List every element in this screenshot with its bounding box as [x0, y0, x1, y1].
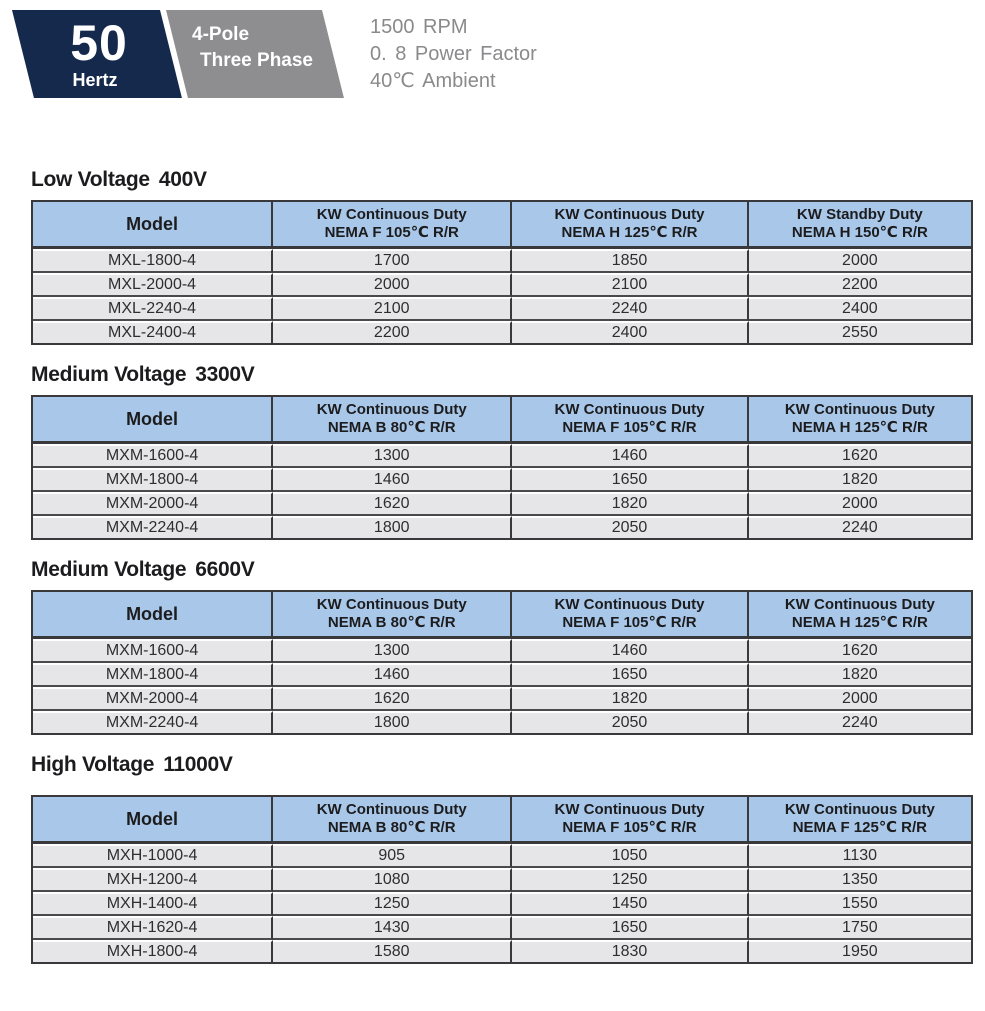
header-line-1: KW Continuous Duty	[316, 401, 467, 418]
section-title-label: High Voltage	[31, 753, 155, 776]
model-cell: MXL-1800-4	[33, 249, 273, 273]
duty-column-header	[512, 397, 748, 444]
header-line-1: KW Continuous Duty	[554, 801, 705, 818]
kw-value-cell: 2240	[512, 297, 748, 321]
table-row	[33, 868, 971, 892]
model-column-header	[33, 397, 273, 444]
kw-value-cell: 1950	[749, 940, 971, 962]
duty-column-header	[273, 202, 512, 249]
voltage-section	[31, 753, 973, 964]
duty-column-header	[273, 592, 512, 639]
spec-table	[31, 395, 973, 540]
duty-column-header	[749, 592, 971, 639]
header-line-2: NEMA B 80℃ R/R	[327, 419, 456, 436]
header-line-1: Model	[126, 809, 179, 829]
kw-value-cell: 1650	[512, 663, 748, 687]
frequency-badge	[12, 10, 322, 98]
header-line-2: NEMA H 150℃ R/R	[791, 224, 928, 241]
model-cell: MXH-1620-4	[33, 916, 273, 940]
header-line-1: KW Continuous Duty	[554, 596, 705, 613]
table-row	[33, 297, 971, 321]
kw-value-cell: 1830	[512, 940, 748, 962]
kw-value-cell: 1250	[512, 868, 748, 892]
kw-value-cell: 1620	[749, 639, 971, 663]
header-line-1: KW Continuous Duty	[316, 596, 467, 613]
duty-column-header	[749, 397, 971, 444]
header-row	[33, 592, 971, 639]
section-title-label: Low Voltage	[31, 168, 150, 191]
kw-value-cell: 1700	[273, 249, 512, 273]
header-line-1: KW Continuous Duty	[554, 401, 705, 418]
kw-value-cell: 1460	[273, 468, 512, 492]
hertz-chip	[12, 10, 182, 98]
table-row	[33, 321, 971, 343]
hertz-label: Hertz	[72, 70, 118, 90]
kw-value-cell: 1620	[273, 492, 512, 516]
kw-value-cell: 1580	[273, 940, 512, 962]
kw-value-cell: 1450	[512, 892, 748, 916]
kw-value-cell: 1820	[512, 492, 748, 516]
duty-column-header	[749, 797, 971, 844]
model-cell: MXH-1400-4	[33, 892, 273, 916]
kw-value-cell: 1750	[749, 916, 971, 940]
kw-value-cell: 2240	[749, 711, 971, 733]
spec-table	[31, 795, 973, 964]
duty-column-header	[273, 797, 512, 844]
header-line-2: NEMA F 105℃ R/R	[562, 819, 697, 836]
model-cell: MXM-2000-4	[33, 687, 273, 711]
kw-value-cell: 1650	[512, 916, 748, 940]
table-row	[33, 444, 971, 468]
kw-value-cell: 1460	[512, 444, 748, 468]
kw-value-cell: 1820	[512, 687, 748, 711]
kw-value-cell: 2550	[749, 321, 971, 343]
duty-column-header	[512, 202, 748, 249]
header-line-2: NEMA F 125℃ R/R	[792, 819, 927, 836]
section-title	[31, 168, 973, 192]
section-title-voltage: 3300V	[195, 363, 255, 386]
model-cell: MXH-1800-4	[33, 940, 273, 962]
model-cell: MXM-1600-4	[33, 444, 273, 468]
duty-column-header	[512, 797, 748, 844]
kw-value-cell: 2050	[512, 711, 748, 733]
model-cell: MXH-1200-4	[33, 868, 273, 892]
kw-value-cell: 2400	[749, 297, 971, 321]
kw-value-cell: 2100	[273, 297, 512, 321]
header-line-1: KW Continuous Duty	[784, 801, 935, 818]
header-line-1: KW Continuous Duty	[784, 401, 935, 418]
model-cell: MXM-1600-4	[33, 639, 273, 663]
pole-phase-chip	[166, 10, 344, 98]
rating-conditions	[370, 10, 537, 95]
kw-value-cell: 2400	[512, 321, 748, 343]
section-title-voltage: 6600V	[195, 558, 255, 581]
header-line-2: NEMA F 105℃ R/R	[562, 614, 697, 631]
table-row	[33, 249, 971, 273]
model-column-header	[33, 797, 273, 844]
table-row	[33, 516, 971, 538]
page-header	[0, 0, 985, 98]
spec-line-ambient: 40℃ Ambient	[370, 70, 496, 92]
header-line-1: KW Continuous Duty	[784, 596, 935, 613]
header-row	[33, 797, 971, 844]
header-line-1: KW Continuous Duty	[554, 206, 705, 223]
table-row	[33, 687, 971, 711]
header-line-2: NEMA H 125℃ R/R	[791, 614, 928, 631]
table-row	[33, 273, 971, 297]
header-line-2: NEMA B 80℃ R/R	[327, 819, 456, 836]
table-row	[33, 468, 971, 492]
kw-value-cell: 1650	[512, 468, 748, 492]
model-column-header	[33, 202, 273, 249]
header-line-1: KW Continuous Duty	[316, 801, 467, 818]
model-column-header	[33, 592, 273, 639]
model-cell: MXM-1800-4	[33, 468, 273, 492]
table-row	[33, 940, 971, 962]
section-title-voltage: 400V	[158, 168, 207, 191]
model-cell: MXL-2400-4	[33, 321, 273, 343]
model-cell: MXH-1000-4	[33, 844, 273, 868]
kw-value-cell: 1130	[749, 844, 971, 868]
hertz-value: 50	[70, 15, 128, 71]
header-line-1: KW Standby Duty	[796, 206, 923, 223]
header-line-2: NEMA H 125℃ R/R	[561, 224, 698, 241]
section-title-voltage: 11000V	[163, 753, 233, 776]
section-title	[31, 753, 973, 777]
kw-value-cell: 2200	[273, 321, 512, 343]
spec-table	[31, 200, 973, 345]
spec-line-power-factor: 0. 8 Power Factor	[370, 43, 537, 65]
kw-value-cell: 2000	[749, 249, 971, 273]
model-cell: MXL-2000-4	[33, 273, 273, 297]
model-cell: MXL-2240-4	[33, 297, 273, 321]
kw-value-cell: 1620	[749, 444, 971, 468]
kw-value-cell: 2050	[512, 516, 748, 538]
kw-value-cell: 1080	[273, 868, 512, 892]
voltage-section	[31, 168, 973, 345]
header-line-1: Model	[126, 409, 179, 429]
phase-label: Three Phase	[200, 50, 313, 71]
table-row	[33, 663, 971, 687]
model-cell: MXM-2240-4	[33, 516, 273, 538]
model-cell: MXM-1800-4	[33, 663, 273, 687]
kw-value-cell: 1050	[512, 844, 748, 868]
table-row	[33, 639, 971, 663]
kw-value-cell: 1800	[273, 711, 512, 733]
model-cell: MXM-2240-4	[33, 711, 273, 733]
duty-column-header	[512, 592, 748, 639]
voltage-tables	[0, 168, 985, 964]
table-row	[33, 844, 971, 868]
kw-value-cell: 1620	[273, 687, 512, 711]
kw-value-cell: 1820	[749, 468, 971, 492]
table-row	[33, 892, 971, 916]
header-line-1: Model	[126, 604, 179, 624]
header-row	[33, 202, 971, 249]
kw-value-cell: 1250	[273, 892, 512, 916]
kw-value-cell: 1820	[749, 663, 971, 687]
table-row	[33, 492, 971, 516]
table-row	[33, 916, 971, 940]
kw-value-cell: 1300	[273, 639, 512, 663]
voltage-section	[31, 558, 973, 735]
kw-value-cell: 2100	[512, 273, 748, 297]
pole-label: 4-Pole	[192, 24, 250, 45]
header-line-2: NEMA F 105℃ R/R	[562, 419, 697, 436]
kw-value-cell: 1460	[512, 639, 748, 663]
kw-value-cell: 1430	[273, 916, 512, 940]
kw-value-cell: 2240	[749, 516, 971, 538]
kw-value-cell: 1300	[273, 444, 512, 468]
header-line-1: KW Continuous Duty	[316, 206, 467, 223]
kw-value-cell: 2000	[749, 687, 971, 711]
header-line-2: NEMA B 80℃ R/R	[327, 614, 456, 631]
header-line-2: NEMA F 105℃ R/R	[324, 224, 459, 241]
duty-column-header	[749, 202, 971, 249]
kw-value-cell: 2000	[273, 273, 512, 297]
kw-value-cell: 1800	[273, 516, 512, 538]
header-row	[33, 397, 971, 444]
section-title-label: Medium Voltage	[31, 558, 187, 581]
kw-value-cell: 1550	[749, 892, 971, 916]
section-title-label: Medium Voltage	[31, 363, 187, 386]
section-title	[31, 558, 973, 582]
duty-column-header	[273, 397, 512, 444]
kw-value-cell: 2200	[749, 273, 971, 297]
kw-value-cell: 905	[273, 844, 512, 868]
kw-value-cell: 1850	[512, 249, 748, 273]
header-line-2: NEMA H 125℃ R/R	[791, 419, 928, 436]
voltage-section	[31, 363, 973, 540]
model-cell: MXM-2000-4	[33, 492, 273, 516]
kw-value-cell: 1350	[749, 868, 971, 892]
table-row	[33, 711, 971, 733]
kw-value-cell: 2000	[749, 492, 971, 516]
header-line-1: Model	[126, 214, 179, 234]
spec-line-rpm: 1500 RPM	[370, 16, 468, 38]
kw-value-cell: 1460	[273, 663, 512, 687]
section-title	[31, 363, 973, 387]
spec-table	[31, 590, 973, 735]
